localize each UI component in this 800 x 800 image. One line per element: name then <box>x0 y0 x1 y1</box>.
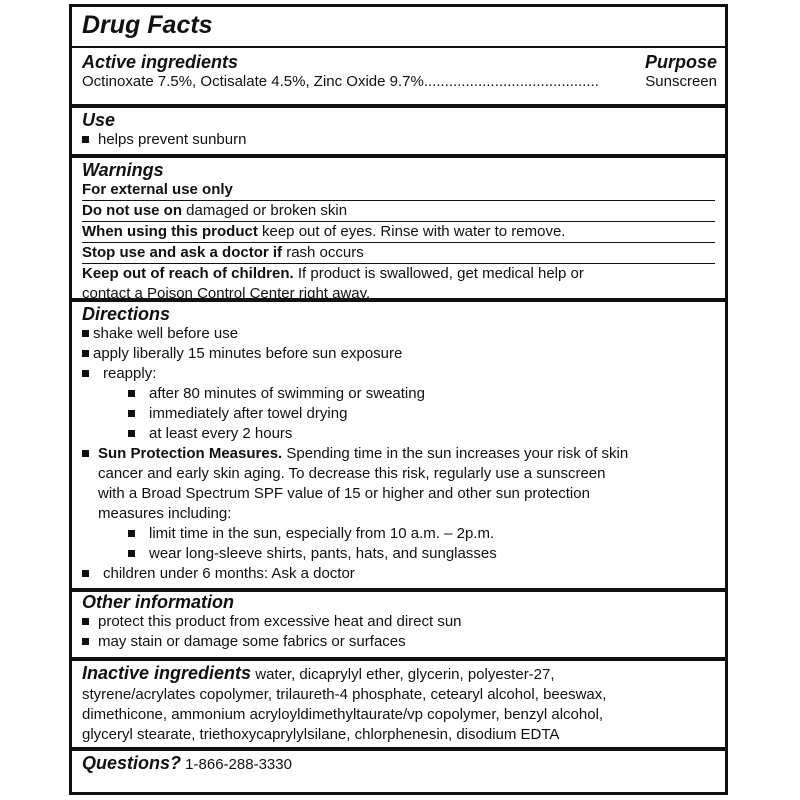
when-using-line: When using this product keep out of eyes. Rinse with water to remove. <box>82 222 715 243</box>
divider <box>72 46 725 48</box>
inactive-line-2: styrene/acrylates copolymer, trilaureth-4 phosphate, cetearyl alcohol, beeswax, <box>82 686 607 703</box>
list-item: protect this product from excessive heat and direct sun <box>82 612 715 632</box>
drug-facts-label <box>69 4 728 795</box>
phone-number: 1-866-288-3330 <box>181 756 292 773</box>
other-information-section <box>72 592 725 652</box>
directions-section <box>72 304 725 584</box>
drug-facts-title: Drug Facts <box>82 11 213 39</box>
use-section <box>72 110 725 150</box>
questions-section <box>72 753 725 775</box>
list-item: Sun Protection Measures. Spending time in the sun increases your risk of skin <box>82 444 715 464</box>
bullet-icon <box>128 550 135 557</box>
purpose-heading: Purpose <box>644 52 717 72</box>
list-item: reapply: <box>82 364 715 384</box>
divider <box>72 298 725 302</box>
stop-use-line: Stop use and ask a doctor if rash occurs <box>82 243 715 264</box>
purpose-text: Sunscreen <box>645 73 717 90</box>
bullet-icon <box>82 370 89 377</box>
list-item: children under 6 months: Ask a doctor <box>82 564 715 584</box>
list-item: limit time in the sun, especially from 10 a.m. – 2p.m. <box>82 524 715 544</box>
keep-out-line-2: contact a Poison Control Center right away. <box>82 285 371 302</box>
bullet-icon <box>128 410 135 417</box>
leader-dots: .......................................... <box>423 73 599 90</box>
questions-line <box>82 753 715 775</box>
active-ingredients-section <box>72 52 725 92</box>
bullet-icon <box>128 430 135 437</box>
inactive-line-4: glyceryl stearate, triethoxycaprylylsilane, chlorphenesin, disodium EDTA <box>82 726 560 743</box>
sun-protection-text: with a Broad Spectrum SPF value of 15 or higher and other sun protection <box>98 485 590 502</box>
inactive-line-3: dimethicone, ammonium acryloyldimethyltaurate/vp copolymer, benzyl alcohol, <box>82 706 604 723</box>
title-section <box>72 7 725 39</box>
list-item: apply liberally 15 minutes before sun exposure <box>82 344 715 364</box>
divider <box>72 657 725 661</box>
active-ingredients-heading: Active ingredients <box>82 52 239 72</box>
list-item: immediately after towel drying <box>82 404 715 424</box>
active-ingredients-text: Octinoxate 7.5%, Octisalate 4.5%, Zinc Oxide 9.7% <box>82 73 424 90</box>
other-information-heading: Other information <box>82 592 234 612</box>
warnings-heading: Warnings <box>82 160 164 180</box>
bullet-icon <box>128 530 135 537</box>
use-heading: Use <box>82 110 116 130</box>
sun-protection-text: measures including: <box>98 505 232 522</box>
sun-protection-text: cancer and early skin aging. To decrease this risk, regularly use a sunscreen <box>98 465 606 482</box>
divider <box>72 747 725 751</box>
list-item: after 80 minutes of swimming or sweating <box>82 384 715 404</box>
bullet-icon <box>82 618 89 625</box>
bullet-icon <box>82 450 89 457</box>
keep-out-line: Keep out of reach of children. If product is swallowed, get medical help or <box>82 265 584 282</box>
bullet-icon <box>82 136 89 143</box>
list-item: shake well before use <box>82 324 715 344</box>
bullet-icon <box>82 638 89 645</box>
warnings-section <box>72 160 725 304</box>
questions-heading: Questions? <box>82 753 182 773</box>
external-use-line: For external use only <box>82 180 715 201</box>
list-item: helps prevent sunburn <box>82 130 715 150</box>
bullet-icon <box>82 330 89 337</box>
bullet-icon <box>82 570 89 577</box>
bullet-icon <box>82 350 89 357</box>
inactive-ingredients-heading: Inactive ingredients <box>82 663 252 683</box>
inactive-line-1: Inactive ingredients water, dicaprylyl ether, glycerin, polyester-27, <box>82 663 555 683</box>
divider <box>72 154 725 158</box>
inactive-ingredients-section <box>72 663 725 745</box>
do-not-use-line: Do not use on damaged or broken skin <box>82 201 715 222</box>
directions-heading: Directions <box>82 304 171 324</box>
bullet-icon <box>128 390 135 397</box>
divider <box>72 104 725 108</box>
list-item: at least every 2 hours <box>82 424 715 444</box>
list-item: may stain or damage some fabrics or surfaces <box>82 632 715 652</box>
list-item: wear long-sleeve shirts, pants, hats, and sunglasses <box>82 544 715 564</box>
